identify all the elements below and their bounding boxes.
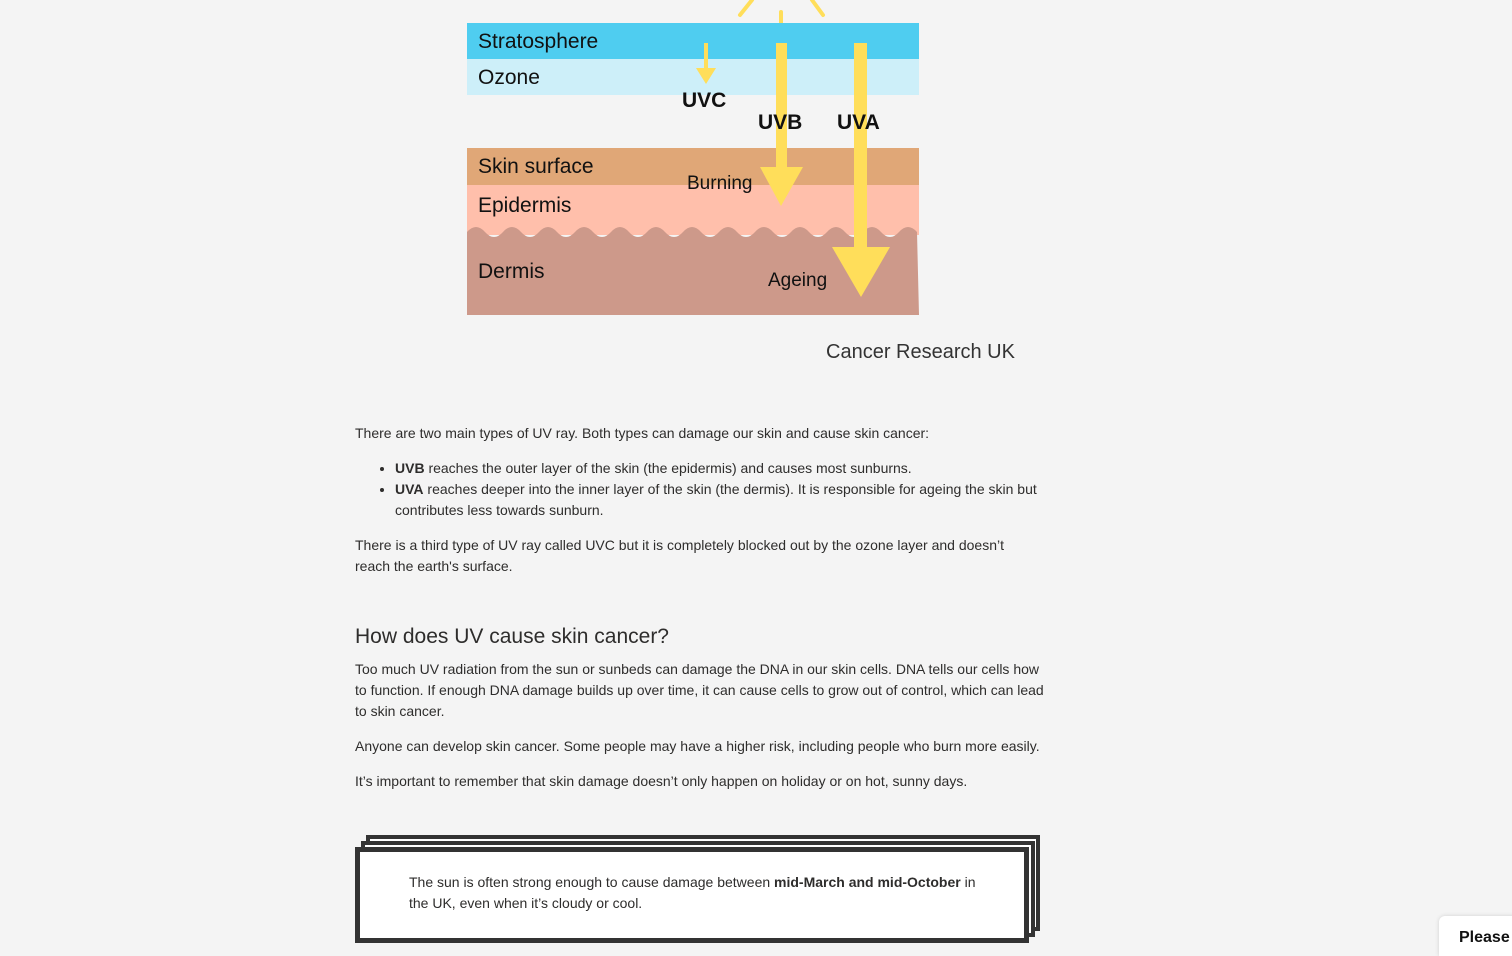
section-heading: How does UV cause skin cancer? bbox=[355, 625, 669, 648]
list-item bbox=[395, 479, 1045, 521]
callout-text bbox=[409, 872, 979, 914]
list-item bbox=[395, 458, 1045, 479]
stratosphere-label: Stratosphere bbox=[478, 30, 599, 53]
burning-label: Burning bbox=[687, 173, 753, 194]
list-item-text: reaches deeper into the inner layer of the skin (the dermis). It is responsible for ageing the skin but contributes less towards sunburn. bbox=[395, 481, 1037, 518]
ageing-label: Ageing bbox=[768, 270, 828, 291]
list-item-text: reaches the outer layer of the skin (the epidermis) and causes most sunburns. bbox=[424, 460, 912, 476]
risk-paragraph: Anyone can develop skin cancer. Some people may have a higher risk, including people who burn more easily. bbox=[355, 738, 1040, 754]
callout-text-before: The sun is often strong enough to cause damage between bbox=[409, 874, 775, 890]
dna-paragraph: Too much UV radiation from the sun or sunbeds can damage the DNA in our skin cells. DNA tells our cells how to function. If enough DNA damage builds up over time, it can cause cells to grow out of control, which can lead to skin cancer. bbox=[355, 661, 1044, 719]
uv-types-list bbox=[355, 458, 1045, 521]
ozone-label: Ozone bbox=[478, 66, 540, 89]
uvc-label: UVC bbox=[682, 89, 727, 112]
feedback-tab-label: Please bbox=[1459, 929, 1510, 946]
epidermis-label: Epidermis bbox=[478, 194, 572, 217]
uvc-paragraph: There is a third type of UV ray called UVC but it is completely blocked out by the ozone layer and doesn’t reach the earth's surface. bbox=[355, 537, 1005, 574]
callout-text-after: in the UK, even when it’s cloudy or cool. bbox=[409, 874, 976, 911]
list-item-bold: UVB bbox=[395, 460, 425, 476]
list-item-bold: UVA bbox=[395, 481, 424, 497]
uvb-label: UVB bbox=[758, 111, 803, 134]
reminder-paragraph: It’s important to remember that skin damage doesn’t only happen on holiday or on hot, sunny days. bbox=[355, 773, 968, 789]
feedback-tab[interactable] bbox=[1439, 916, 1512, 956]
uv-skin-diagram bbox=[0, 0, 1512, 380]
dermis-label: Dermis bbox=[478, 260, 545, 283]
callout-text-bold: mid-March and mid-October bbox=[774, 874, 961, 890]
intro-paragraph: There are two main types of UV ray. Both types can damage our skin and cause skin cancer: bbox=[355, 425, 930, 441]
uva-label: UVA bbox=[837, 111, 880, 134]
skin-surface-label: Skin surface bbox=[478, 155, 594, 178]
image-credit: Cancer Research UK bbox=[826, 341, 1015, 363]
